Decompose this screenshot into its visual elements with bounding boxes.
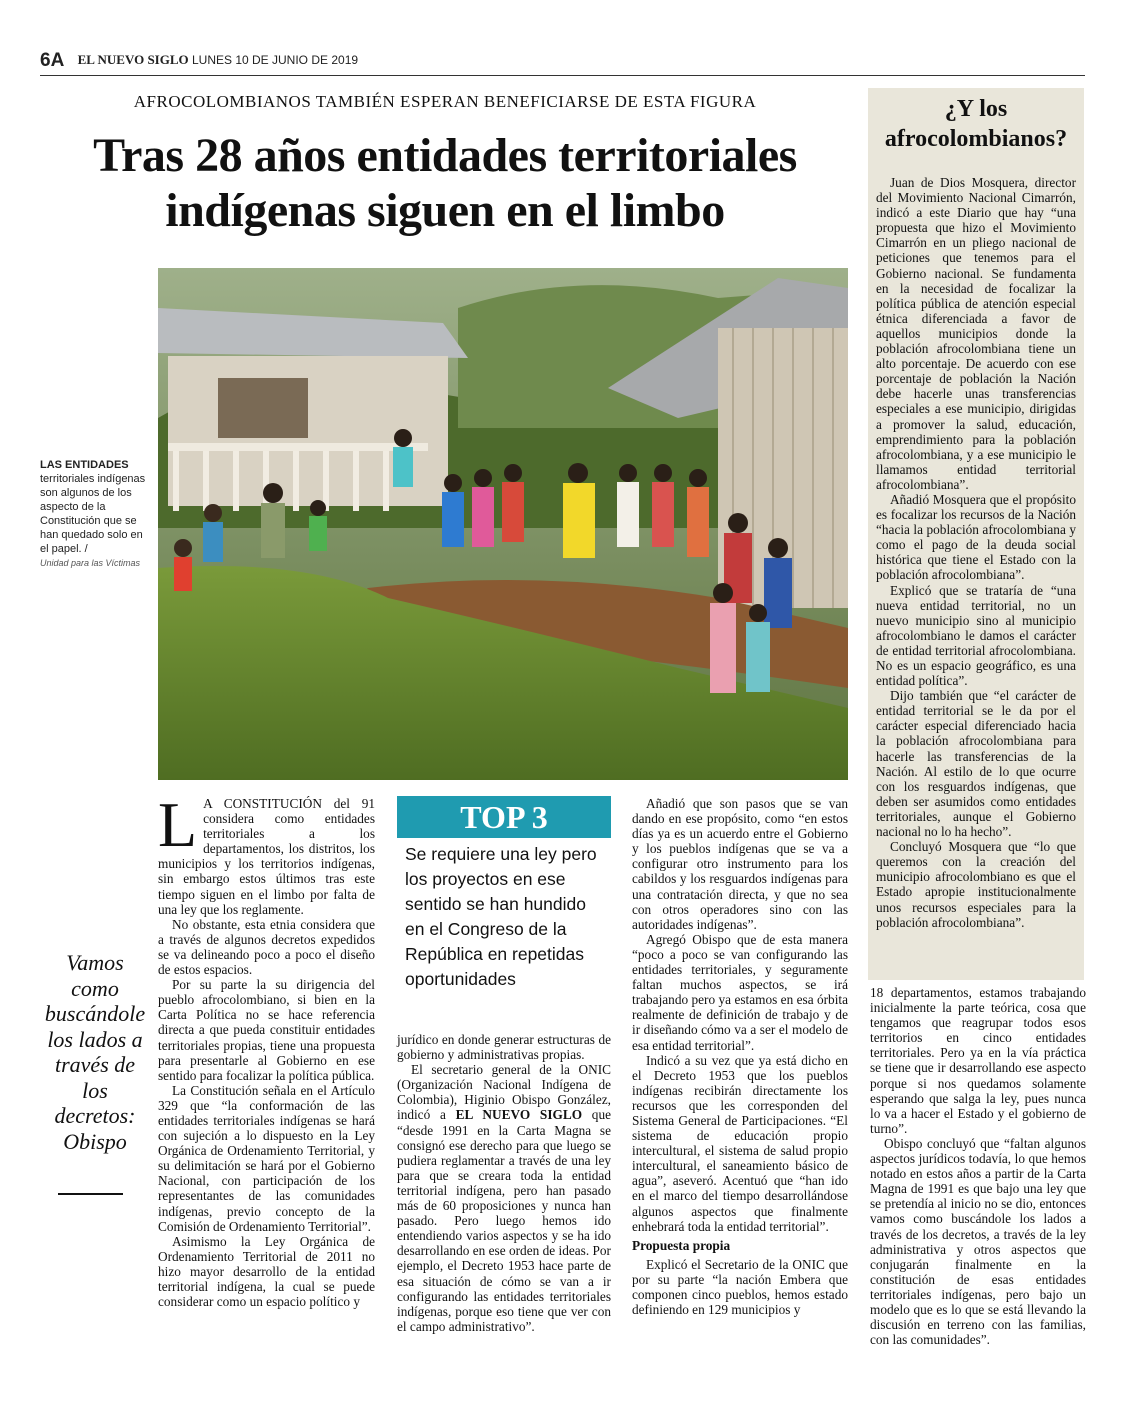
paragraph: Juan de Dios Mosquera, director del Movimiento Nacional Cimarrón, indicó a este Diario que hay “una propuesta que hizo el Movimiento Cimarrón en un pliego nacional de peticiones que tenemos para el Gobierno nacional. Se fundamenta en la necesidad de focalizar la política pública de atención especial étnica diferenciada a favor de aquellos municipios donde la población afrocolombiana tiene un alto porcentaje. De acuerdo con ese porcentaje de población la Nación debe hacerle unas transferencias especiales a ese municipio, dirigidas a promover la salud, educación, emprendimiento para la población afrocolombiana, y a ese municipio le llamamos entidad territorial afrocolombiana”.	[876, 175, 1076, 492]
sidebar-title: ¿Y los afrocolombianos?	[884, 96, 1068, 152]
paragraph: Indicó a su vez que ya está dicho en el Decreto 1953 que los pueblos indígenas recibirán directamente los recursos que les corresponden del Sistema General de Participaciones. “El sistema de educación propio intercultural, el sistema de salud propio intercultural, el saneamiento básico de agua”, aseveró. Acentuó que “han ido en el marco del tiempo desarrollándose algunos aspectos que finalmente enhebrará toda la entidad territorial”.	[632, 1052, 848, 1234]
article-column-2	[397, 1032, 611, 1334]
paragraph: Explicó que se trataría de “una nueva entidad territorial, no un nuevo municipio sino al municipio afrocolombiano le damos el carácter de entidad territorial afrocolombiana. No es un espacio geográfico, es una entidad política”.	[876, 582, 1076, 689]
sidebar-text	[876, 175, 1076, 930]
caption-lead: LAS ENTIDADES	[40, 459, 129, 471]
paragraph: A CONSTITUCIÓN del 91 considera como entidades territoriales a los departamentos, los distritos, los municipios y los territorios indígenas, sin embargo estos últimos tras este tiempo siguen en el limbo por falta de una ley que los reglamente.	[158, 796, 375, 917]
masthead: EL NUEVO SIGLO	[77, 52, 189, 67]
drop-cap: L	[158, 789, 198, 860]
paragraph: Concluyó Mosquera que “lo que queremos con la creación del municipio afrocolombiano es que el Estado apropie institucionalmente unos recursos especiales para la población afrocolombiana”.	[876, 839, 1076, 930]
subheading: Propuesta propia	[632, 1237, 731, 1253]
paragraph	[397, 1062, 611, 1334]
top3-text: Se requiere una ley pero los proyectos en ese sentido se han hundido en el Congreso de la República en repetidas oportunidades	[405, 844, 597, 989]
folio-line	[40, 50, 1085, 72]
top3-box	[397, 796, 611, 998]
paragraph: Por su parte la su dirigencia del pueblo afrocolombiano, si bien en la Carta Política no se hace referencia directa a que pueda constituir entidades territoriales propias, tiene una propuesta para presentarle al Gobierno en ese sentido para focalizar la política pública.	[158, 977, 375, 1083]
pull-quote-rule	[58, 1193, 123, 1195]
photo-illustration	[158, 268, 848, 780]
paragraph: No obstante, esta etnia considera que a través de algunos decretos expedidos se va delineando poco a poco el diseño de estos espacios.	[158, 916, 375, 978]
article-column-4	[870, 985, 1086, 1347]
article-column-1	[158, 789, 375, 1310]
top-rule	[40, 75, 1085, 76]
paragraph: La Constitución señala en el Artículo 329 que “la conformación de las entidades territoriales indígenas se hará con sujeción a lo dispuesto en la Ley Orgánica de Ordenamiento Territorial, y su delimitación se hará por el Gobierno Nacional, con participación de los representantes de las comunidades indígenas, previo concepto de la Comisión de Ordenamiento Territorial”.	[158, 1082, 375, 1234]
paragraph: Añadió que son pasos que se van dando en ese propósito, como “en estos días ya es un acuerdo entre el Gobierno y los pueblos indígenas que se va a configurar otro instrumento para los cabildos y los resguardos indígenas para una contratación directa, y que no sea con otros operadores sino con las autoridades indígenas”.	[632, 796, 848, 932]
issue-date: LUNES 10 DE JUNIO DE 2019	[191, 53, 359, 67]
pull-quote: Vamos como buscándole los lados a través de los decretos: Obispo	[44, 950, 146, 1154]
photo-credit: Unidad para las Víctimas	[40, 558, 141, 568]
paragraph: jurídico en donde generar estructuras de gobierno y administrativas propias.	[397, 1032, 611, 1063]
top3-label: TOP 3	[397, 796, 611, 838]
kicker: AFROCOLOMBIANOS TAMBIÉN ESPERAN BENEFICIARSE DE ESTA FIGURA	[133, 92, 757, 111]
paragraph: Añadió Mosquera que el propósito es focalizar los recursos de la Nación “hacia la población afrocolombiana y como el pago de la deuda social histórica que tiene el Estado con la población afrocolombiana”.	[876, 491, 1076, 583]
newspaper-name: EL NUEVO SIGLO	[455, 1107, 583, 1123]
paragraph: Obispo concluyó que “faltan algunos aspectos jurídicos todavía, lo que hemos notado en estos años a partir de la Carta Magna de 1991 es que bajo una ley que se pretendía al inicio no se dio, entonces vamos como buscándole los lados a través de los decretos, a través de la ley administrativa y otros aspectos que conjugarán finalmente en la constitución de esas entidades territoriales indígenas, pero bajo un modelo que es lo que se está llevando la discusión en terreno con las familias, con las comunidades”.	[870, 1135, 1086, 1348]
paragraph: Agregó Obispo que de esta manera “poco a poco se van configurando las entidades territoriales, y seguramente faltan muchos aspectos, se irá trabajando pero ya estamos en esa órbita realmente de definición de trabajo y de ir diseñando cómo va a ser el modelo de esa entidad territorial”.	[632, 931, 848, 1053]
paragraph: Explicó el Secretario de la ONIC que por su parte “la nación Embera que componen cinco pueblos, hemos estado definiendo en 129 municipios y	[632, 1256, 848, 1318]
paragraph-text: que “desde 1991 en la Carta Magna se consignó ese derecho para que luego se pudiera reglamentar a través de una ley para que se creara toda la entidad territorial indígena, pero han pasado más de 60 proposiciones y nunca han pasado. Pero luego hemos ido entendiendo varios aspectos y se ha ido desarrollando en ese orden de ideas. Por ejemplo, el Decreto 1953 hace parte de esa situación de cómo se van a ir configurando las entidades territoriales indígenas, porque eso tiene que ver con el campo administrativo”.	[397, 1107, 611, 1334]
article-photo	[158, 268, 848, 780]
page-number: 6A	[40, 50, 65, 71]
article-column-3	[632, 796, 848, 1317]
paragraph: Asimismo la Ley Orgánica de Ordenamiento Territorial de 2011 no hizo mayor desarrollo de la entidad territorial indígena, la cual se puede considerar como un espacio político y	[158, 1233, 375, 1310]
paragraph-text: El secretario general de la ONIC (Organización Nacional Indígena de Colombia), Higinio Obispo González, indicó a	[397, 1062, 611, 1123]
headline: Tras 28 años entidades territoriales indígenas siguen en el limbo	[93, 129, 797, 237]
caption-text: territoriales indígenas son algunos de los aspecto de la Constitución que se han quedado solo en el papel. /	[40, 473, 146, 555]
photo-caption	[40, 458, 150, 570]
paragraph: Dijo también que “el carácter de entidad territorial se le da por el carácter especial diferenciado hacia la población afrocolombiana para hacerle las transferencias de la Nación. Al estilo de lo que ocurre con los resguardos indígenas, que deben ser asumidos como entidades territoriales, aunque el Gobierno nacional no lo ha hecho”.	[876, 688, 1076, 840]
paragraph: 18 departamentos, estamos trabajando inicialmente la parte teórica, cosa que tengamos que reagrupar todos esos territorios en cinco entidades territoriales. Pero ya en la vía práctica se tiene que ir desarrollando ese aspecto porque si nos quedamos solamente esperando que salga la ley, pues nunca lo va a hacer el Estado y el gobierno de turno”.	[870, 985, 1086, 1136]
